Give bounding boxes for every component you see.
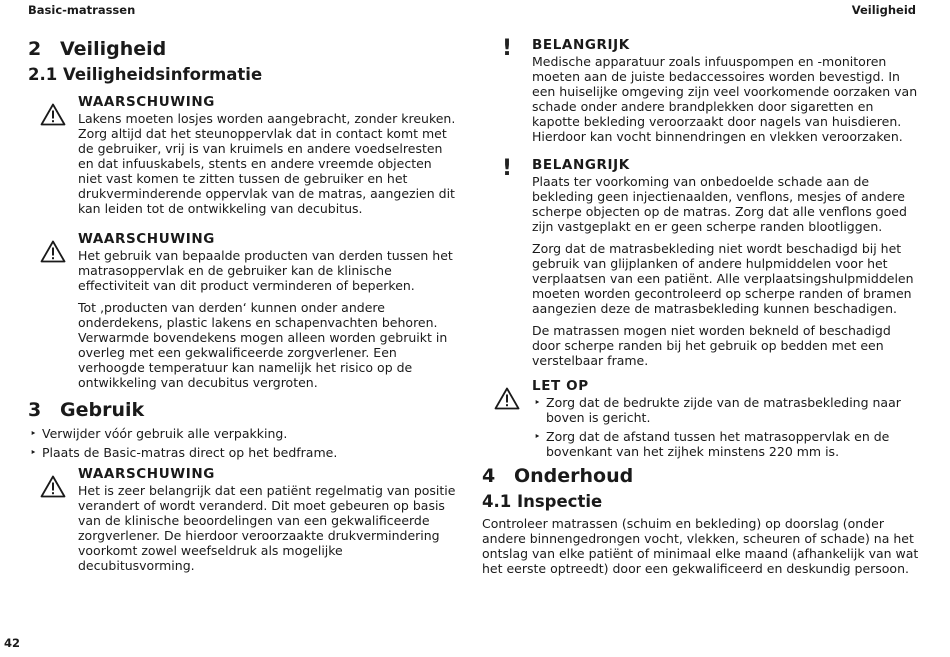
section-4-1-heading: 4.1 Inspectie — [482, 492, 603, 511]
warning-triangle-icon — [28, 465, 78, 573]
caution-title: LET OP — [532, 378, 589, 394]
list-item: ‣ Zorg dat de bedrukte zijde van de matrasbekleding naar boven is gericht. — [532, 395, 922, 425]
important-note-1 — [482, 36, 922, 144]
caution-note — [482, 377, 922, 459]
important-text: Plaats ter voorkoming van onbedoelde schade aan de bekleding geen injectienaalden, venflons, mesjes of andere scherpe objecten op de matras. Zorg dat alle venflons goed zijn vastgeplakt en er geen scherpe randen blootliggen. — [532, 174, 907, 234]
warning-text: Lakens moeten losjes worden aangebracht, zonder kreuken. Zorg altijd dat het steunoppervlak dat in contact komt met de gebruiker, vrij is van kruimels en andere voedselresten en dat infuuskabels, stents en andere vreemde objecten niet vast komen te zitten tussen de gebruiker en het drukverminderende oppervlak van de matras, aangezien dit kan leiden tot de ontwikkeling van decubitus. — [78, 111, 456, 216]
important-title: BELANGRIJK — [532, 157, 630, 173]
warning-triangle-icon — [28, 230, 78, 390]
warning-text: Tot ‚producten van derden‘ kunnen onder andere onderdekens, plastic lakens en schapenvachten behoren. Verwarmde bovendekens mogen alleen worden gebruikt in overleg met een gekwalificeerde zorgverlener. Een verhoogde temperatuur kan namelijk het risico op de ontwikkeling van decubitus vergroten. — [78, 300, 448, 390]
section-title: Veiligheid — [60, 38, 167, 60]
section-number: 4 — [482, 465, 496, 487]
warning-title: WAARSCHUWING — [78, 231, 215, 247]
inspection-text: Controleer matrassen (schuim en bekleding) op doorslag (onder andere binnengedrongen vocht, vlekken, scheuren of schade) na het ontslag van elke patiënt of minimaal elke maand (afhankelijk van wat het eerste optreedt) door een gekwalificeerd en deskundig persoon. — [482, 516, 919, 576]
important-title: BELANGRIJK — [532, 37, 630, 53]
warning-note-3 — [28, 465, 458, 573]
warning-text: Het is zeer belangrijk dat een patiënt regelmatig van positie verandert of wordt veranderd. Dit moet gebeuren op basis van de klinische beoordelingen van een gekwalificeerde zorgverlener. De hierdoor veroorzaakte drukvermindering voorkomt zowel weefseldruk als mogelijke decubitusvorming. — [78, 483, 456, 573]
section-3-heading — [28, 399, 458, 421]
left-column — [28, 38, 458, 573]
caution-list — [532, 395, 922, 459]
important-text: De matrassen mogen niet worden bekneld of beschadigd door scherpe randen bij het gebruik op bedden met een verstelbaar frame. — [532, 323, 891, 368]
important-text: Zorg dat de matrasbekleding niet wordt beschadigd bij het gebruik van glijplanken of andere hulpmiddelen voor het verplaatsen van een patiënt. Alle verplaatsingshulpmiddelen moeten worden gecontroleerd op scherpe randen of bramen aangezien deze de matrasbekleding kunnen beschadigen. — [532, 241, 914, 316]
warning-note-1 — [28, 93, 458, 216]
warning-note-2 — [28, 230, 458, 390]
list-item: ‣ Verwijder vóór gebruik alle verpakking. — [28, 426, 458, 441]
page-number: 42 — [4, 636, 21, 650]
exclamation-icon: ! — [501, 156, 513, 181]
warning-title: WAARSCHUWING — [78, 466, 215, 482]
usage-steps-list — [28, 426, 458, 460]
section-4-heading — [482, 465, 922, 487]
warning-title: WAARSCHUWING — [78, 94, 215, 110]
list-item: ‣ Plaats de Basic-matras direct op het bedframe. — [28, 445, 458, 460]
section-2-1-heading: 2.1 Veiligheidsinformatie — [28, 65, 263, 84]
section-number: 3 — [28, 399, 42, 421]
warning-triangle-icon — [28, 93, 78, 216]
section-2-heading — [28, 38, 458, 60]
warning-triangle-icon — [482, 377, 532, 459]
running-header-left: Basic-matrassen — [28, 3, 136, 17]
section-title: Onderhoud — [514, 465, 634, 487]
important-text: Medische apparatuur zoals infuuspompen en -monitoren moeten aan de juiste bedaccessoires worden bevestigd. In een huiselijke omgeving zijn veel voorkomende oorzaken van schade onder andere brandplekken door sigaretten en kapotte bekleding veroorzaakt door nagels van huisdieren. Hierdoor kan vocht binnendringen en vlekken veroorzaken. — [532, 54, 918, 144]
warning-text: Het gebruik van bepaalde producten van derden tussen het matrasoppervlak en de gebruiker kan de klinische effectiviteit van dit product verminderen of beperken. — [78, 248, 453, 293]
exclamation-icon: ! — [501, 36, 513, 61]
running-header-right: Veiligheid — [851, 3, 916, 17]
list-item: ‣ Zorg dat de afstand tussen het matrasoppervlak en de bovenkant van het zijhek minstens 220 mm is. — [532, 429, 922, 459]
right-column — [482, 36, 922, 576]
section-number: 2 — [28, 38, 42, 60]
important-note-2 — [482, 156, 922, 368]
section-title: Gebruik — [60, 399, 145, 421]
